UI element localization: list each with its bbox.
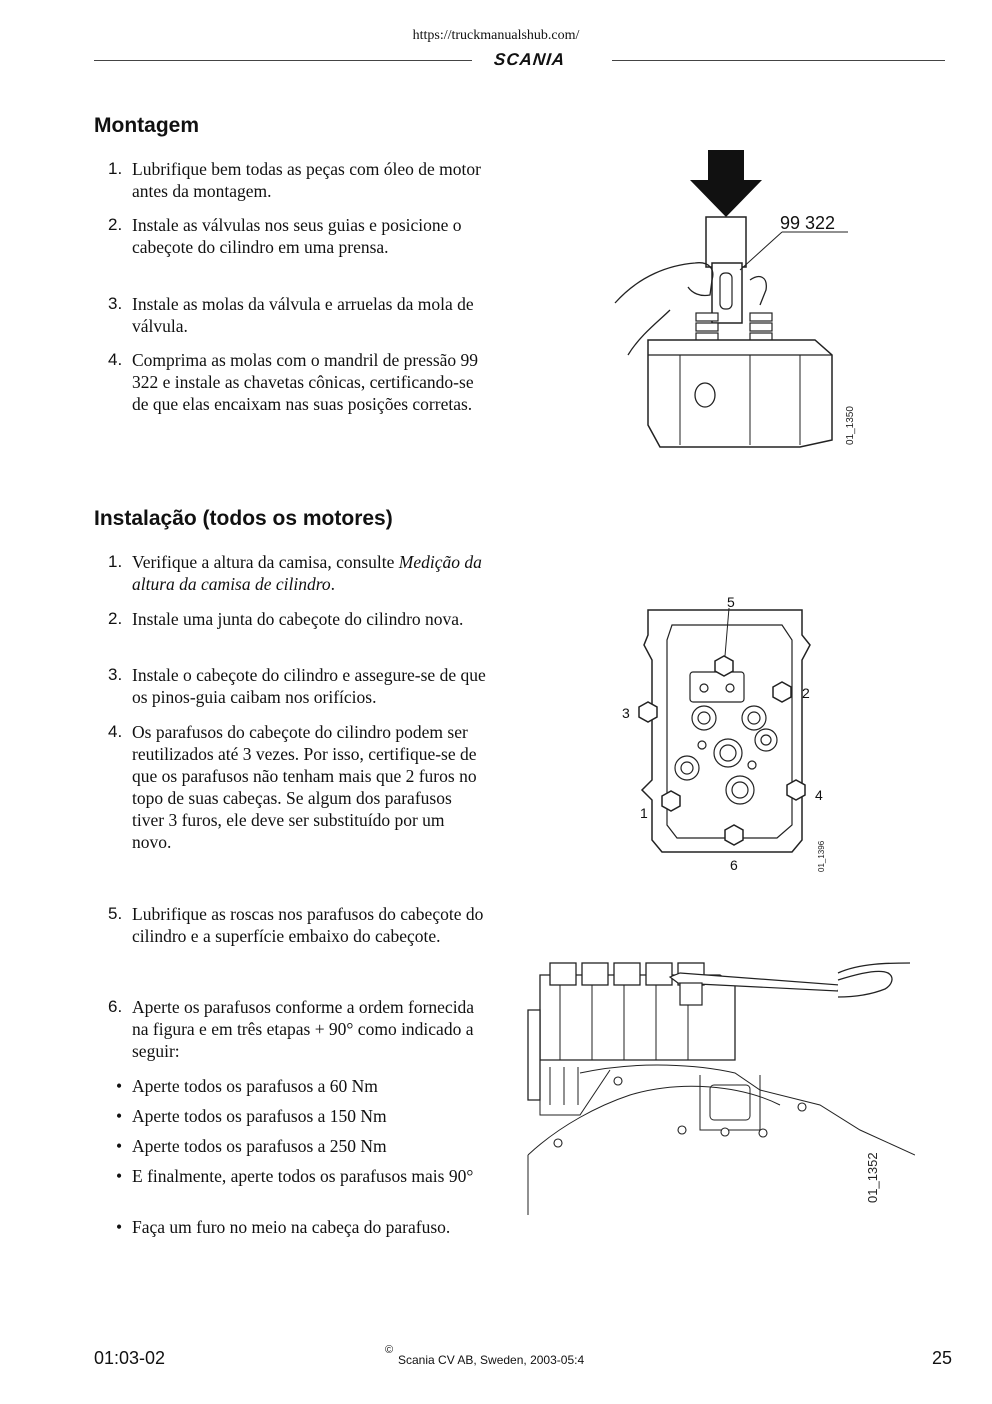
step-text: Lubrifique bem todas as peças com óleo de motor antes da montagem. [132, 159, 481, 201]
step-number: 2. [108, 215, 123, 234]
step-number: 3. [108, 294, 123, 313]
step-text: Instale as válvulas nos seus guias e posicione o cabeçote do cilindro em uma prensa. [132, 215, 462, 257]
figure-code: 01_1352 [865, 1152, 880, 1203]
cross-reference-link[interactable]: Medição da altura da camisa de cilindro [132, 552, 482, 594]
montagem-step-3 [108, 293, 488, 337]
header-rule-left [94, 60, 472, 61]
instalacao-step-3 [108, 664, 488, 708]
step-number: 4. [108, 722, 123, 741]
step-text-prefix: Verifique a altura da camisa, consulte [132, 552, 395, 572]
torque-step-bullet [116, 1135, 476, 1157]
step-text: Aperte os parafusos conforme a ordem fornecida na figura e em três etapas + 90° como indicado a seguir: [132, 997, 475, 1061]
bolt-number-label: 1 [640, 805, 648, 821]
instalacao-step-2 [108, 608, 488, 630]
step-text-suffix: . [330, 574, 336, 594]
torque-step-bullet [116, 1105, 476, 1127]
engine-torque-wrench-figure [520, 955, 915, 1220]
bullet-text: E finalmente, aperte todos os parafusos mais 90° [132, 1166, 474, 1186]
step-number: 2. [108, 609, 123, 628]
footer-section-code: 01:03-02 [94, 1348, 166, 1368]
step-text: Os parafusos do cabeçote do cilindro podem ser reutilizados até 3 vezes. Por isso, certifique-se de que os parafusos não tenham mais que 2 furos no topo de suas cabeças. Se algum dos parafusos tiver 3 furos, ele deve ser substituído por um novo. [132, 722, 477, 852]
step-text: Lubrifique as roscas nos parafusos do cabeçote do cilindro e a superfície embaixo do cabeçote. [132, 904, 484, 946]
step-number: 4. [108, 350, 123, 369]
step-text: Instale uma junta do cabeçote do cilindro nova. [132, 609, 464, 629]
instalacao-step-6 [108, 996, 488, 1062]
valve-spring-press-figure [600, 145, 870, 455]
bolt-number-label: 5 [727, 594, 735, 610]
bullet-text: Faça um furo no meio na cabeça do parafuso. [132, 1217, 451, 1237]
figure-code: 01_1396 [817, 840, 826, 872]
bullet-dot: • [116, 1217, 123, 1237]
page-number: 25 [932, 1348, 953, 1368]
bullet-text: Aperte todos os parafusos a 250 Nm [132, 1136, 387, 1156]
step-number: 3. [108, 665, 123, 684]
bullet-dot: • [116, 1106, 123, 1126]
torque-step-bullet [116, 1216, 476, 1238]
montagem-step-1 [108, 158, 488, 202]
torque-step-bullet [116, 1165, 476, 1187]
step-number: 5. [108, 904, 123, 923]
bolt-number-label: 2 [802, 685, 810, 701]
step-number: 1. [108, 552, 123, 571]
footer-copyright: Scania CV AB, Sweden, 2003-05:4 [398, 1353, 585, 1367]
bullet-dot: • [116, 1166, 123, 1186]
torque-step-bullet [116, 1075, 476, 1097]
section-title-instalacao: Instalação (todos os motores) [94, 507, 393, 530]
instalacao-step-1 [108, 551, 488, 595]
instalacao-step-4 [108, 721, 488, 853]
step-number: 1. [108, 159, 123, 178]
section-title-montagem: Montagem [94, 114, 199, 137]
source-url[interactable]: https://truckmanualshub.com/ [412, 28, 580, 43]
figure-code: 01_1350 [845, 406, 856, 445]
bolt-number-label: 6 [730, 857, 738, 873]
bolt-number-label: 3 [622, 705, 630, 721]
montagem-step-4 [108, 349, 488, 415]
montagem-step-2 [108, 214, 488, 258]
step-text: Instale o cabeçote do cilindro e assegure-se de que os pinos-guia caibam nos orifícios. [132, 665, 486, 707]
step-number: 6. [108, 997, 123, 1016]
step-text: Instale as molas da válvula e arruelas da mola de válvula. [132, 294, 474, 336]
bullet-dot: • [116, 1136, 123, 1156]
tool-number-label: 99 322 [780, 213, 836, 233]
copyright-symbol: © [385, 1344, 394, 1356]
bullet-text: Aperte todos os parafusos a 150 Nm [132, 1106, 387, 1126]
bullet-text: Aperte todos os parafusos a 60 Nm [132, 1076, 378, 1096]
bolt-tightening-order-figure [612, 590, 842, 880]
scania-logo: SCANIA [493, 50, 567, 69]
step-text: Comprima as molas com o mandril de pressão 99 322 e instale as chavetas cônicas, certificando-se de que elas encaixam nas suas posições corretas. [132, 350, 479, 414]
header-rule-right [612, 60, 945, 61]
bullet-dot: • [116, 1076, 123, 1096]
step-text [132, 551, 488, 595]
bolt-number-label: 4 [815, 787, 823, 803]
instalacao-step-5 [108, 903, 488, 947]
